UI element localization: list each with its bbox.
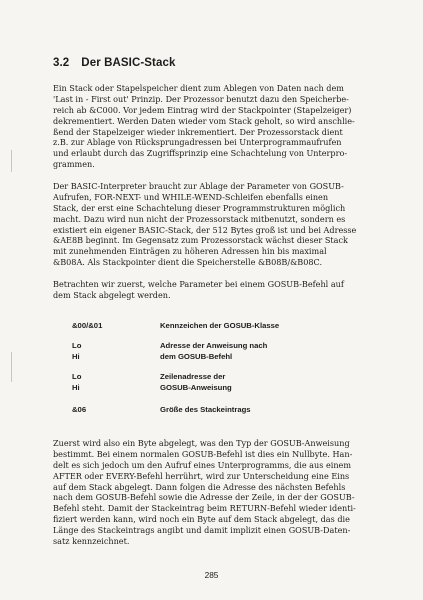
section-title: Der BASIC-Stack: [81, 57, 176, 69]
text-line: &AE8B beginnt. Im Gegensatz zum Prozessorstack wächst dieser Stack: [53, 235, 348, 246]
text-line: Zuerst wird also ein Byte abgelegt, was den Typ der GOSUB-Anweisung: [53, 438, 350, 448]
paragraph-gosub-explanation: [53, 438, 393, 547]
text-line: z.B. zur Ablage von Rücksprungadressen bei Unterprogrammaufrufen: [53, 137, 342, 148]
text-line: Betrachten wir zuerst, welche Parameter bei einem GOSUB-Befehl auf: [53, 279, 344, 289]
text-line: delt es sich jedoch um den Aufruf eines Unterprogramms, die aus einem: [53, 459, 352, 470]
text-line: bestimmt. Bei einem normalen GOSUB-Befehl ist dies ein Nullbyte. Han-: [53, 448, 353, 459]
parameter-bytes: Hi: [72, 382, 80, 392]
parameter-description: Adresse der Anweisung nach: [160, 341, 268, 350]
text-line: Stack, der erst eine Schachtelung dieser Programmstrukturen möglich: [53, 202, 346, 213]
text-line: existiert ein eigener BASIC-Stack, der 512 Bytes groß ist und bei Adresse: [53, 224, 357, 235]
text-line: grammen.: [53, 159, 95, 170]
text-line: AFTER oder EVERY-Befehl herrührt, wird zur Unterscheidung eine Eins: [53, 470, 350, 481]
text-line: dem Stack abgelegt werden.: [53, 289, 171, 300]
parameter-description: Kennzeichen der GOSUB-Klasse: [160, 321, 280, 330]
text-line: mit zunehmenden Einträgen zu höheren Adressen hin bis maximal: [53, 246, 327, 257]
paragraph-stack-intro: [53, 83, 393, 170]
text-line: Befehl steht. Damit der Stackeintrag beim RETURN-Befehl wieder identi-: [53, 503, 356, 514]
parameter-description: GOSUB-Anweisung: [160, 382, 232, 392]
text-line: satz kennzeichnet.: [53, 536, 130, 547]
section-heading: [53, 57, 175, 69]
parameter-bytes: Hi: [72, 351, 80, 361]
text-line: reich ab &C000. Vor jedem Eintrag wird der Stackpointer (Stapelzeiger): [53, 104, 352, 115]
text-line: auf dem Stack abgelegt. Dann folgen die Adresse des nächsten Befehls: [53, 481, 346, 492]
text-line: Länge des Stackeintrags angibt und damit implizit einen GOSUB-Daten-: [53, 525, 351, 536]
text-line: 'Last in - First out' Prinzip. Der Prozessor benutzt dazu den Speicherbe-: [53, 93, 349, 104]
text-line: Aufrufen, FOR-NEXT- und WHILE-WEND-Schleifen ebenfalls einen: [53, 191, 329, 202]
text-line: ßend der Stapelzeiger wieder inkrementiert. Der Prozessorstack dient: [53, 126, 343, 137]
text-line: fiziert werden kann, wird noch ein Byte auf dem Stack abgelegt, das die: [53, 514, 350, 525]
parameter-description: Größe des Stackeintrags: [160, 405, 251, 414]
text-line: und erlaubt durch das Zugriffsprinzip eine Schachtelung von Unterpro-: [53, 148, 348, 159]
parameter-description: dem GOSUB-Befehl: [160, 351, 233, 361]
text-line: dekrementiert. Werden Daten wieder vom Stack geholt, so wird anschlie-: [53, 115, 355, 126]
parameter-bytes: Lo: [72, 341, 82, 350]
scan-artifact-line: [11, 150, 12, 172]
page-number: 285: [204, 570, 219, 580]
paragraph-basic-interpreter: [53, 181, 393, 268]
text-line: Ein Stack oder Stapelspeicher dient zum Ablegen von Daten nach dem: [53, 83, 344, 93]
parameter-bytes: Lo: [72, 372, 82, 381]
scan-artifact-line: [11, 352, 12, 382]
text-line: macht. Dazu wird nun nicht der Prozessorstack mitbenutzt, sondern es: [53, 213, 346, 224]
paragraph-gosub-intro: [53, 279, 393, 301]
section-number: 3.2: [53, 57, 70, 69]
parameter-bytes: &06: [72, 405, 87, 414]
text-line: nach dem GOSUB-Befehl sowie die Adresse der Zeile, in der der GOSUB-: [53, 492, 355, 503]
parameter-description: Zeilenadresse der: [160, 372, 226, 381]
text-line: &B08A. Als Stackpointer dient die Speicherstelle &B08B/&B08C.: [53, 257, 323, 268]
text-line: Der BASIC-Interpreter braucht zur Ablage der Parameter von GOSUB-: [53, 181, 344, 191]
parameter-bytes: &00/&01: [72, 321, 103, 330]
